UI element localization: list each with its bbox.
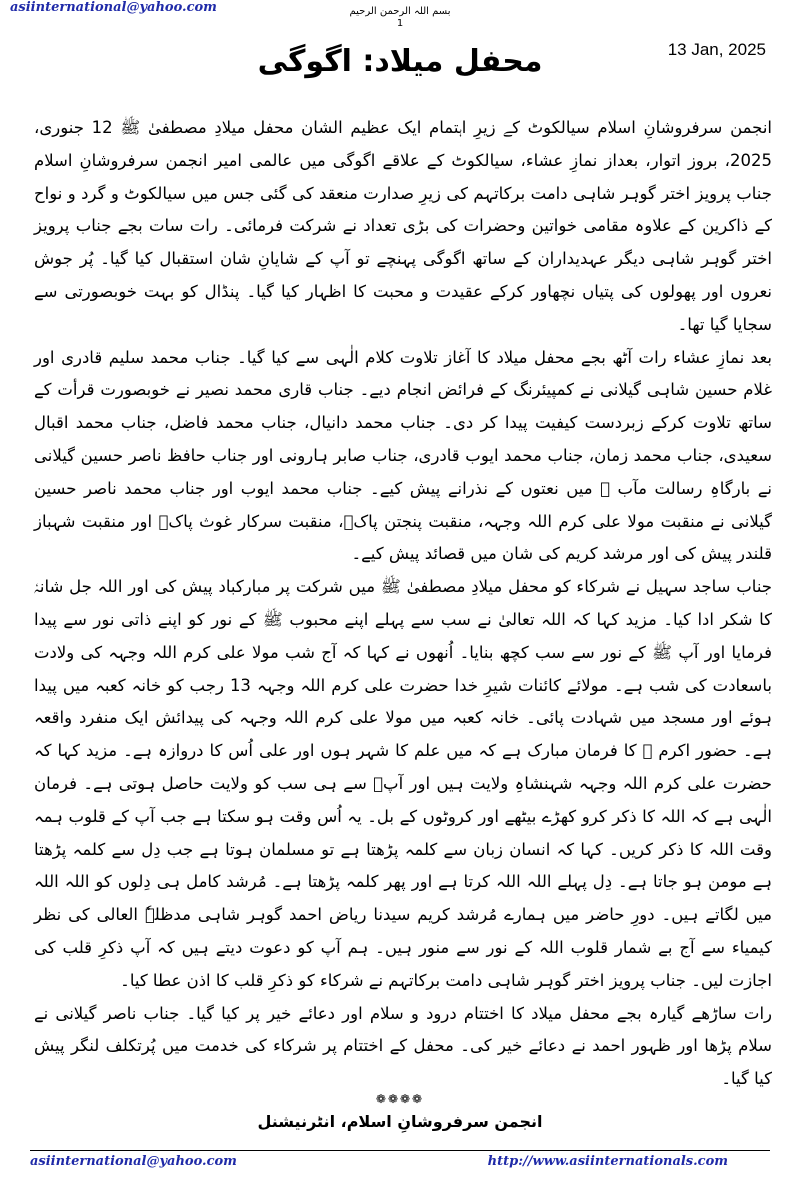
- header-email: asiinternational@yahoo.com: [10, 0, 217, 15]
- article-body: [34, 112, 772, 1096]
- ornament-stars: ❁❁❁❁: [375, 1092, 425, 1106]
- article-title: محفل میلاد: اگوگی: [257, 44, 543, 79]
- footer-email[interactable]: asiinternational@yahoo.com: [30, 1154, 237, 1169]
- organization-signature: انجمن سرفروشانِ اسلام، انٹرنیشنل: [257, 1112, 543, 1131]
- bismillah-text: بسم اللہ الرحمن الرحیم: [349, 6, 451, 17]
- page-number: 1: [396, 18, 404, 29]
- footer-url[interactable]: http://www.asiinternationals.com: [487, 1154, 728, 1169]
- footer-divider: [30, 1150, 770, 1151]
- paragraph-1: انجمن سرفروشانِ اسلام سیالکوٹ کے زیرِ اہتمام ایک عظیم الشان محفل میلادِ مصطفیٰ ﷺ 12 جنوری، 2025، بروز اتوار، بعداز نمازِ عشاء، سیالکوٹ کے علاقے اگوگی میں عالمی امیر انجمن سرفروشانِ اسلام جناب پرویز اختر گوہر شاہی دامت برکاتہم کی زیرِ صدارت منعقد کی گئی جس میں سیالکوٹ و گرد و نواح کے ذاکرین کے علاوہ مقامی خواتین وحضرات کی بڑی تعداد نے شرکت فرمائی۔ رات سات بجے جناب پرویز اختر گوہر شاہی دیگر عہدیداران کے ساتھ اگوگی پہنچے تو آپ کے شایانِ شان استقبال کیا گیا۔ پُر جوش نعروں اور پھولوں کی پتیاں نچھاور کرکے عقیدت و محبت کا اظہار کیا گیا۔ پنڈال کو بہت خوبصورتی سے سجایا گیا تھا۔: [34, 118, 773, 334]
- paragraph-2: بعد نمازِ عشاء رات آٹھ بجے محفل میلاد کا آغاز تلاوت کلام الٰہی سے کیا گیا۔ جناب محمد سلیم قادری اور غلام حسین شاہی گیلانی نے کمپیئرنگ کے فرائض انجام دیے۔ جناب قاری محمد نصیر نے خوبصورت قرأت کے ساتھ تلاوت کرکے زبردست کیفیت پیدا کر دی۔ جناب محمد دانیال، جناب محمد فاضل، جناب محمد اقبال سعیدی، جناب محمد زمان، جناب محمد ایوب قادری، جناب صابر ہارونی اور جناب حافظ ناصر حسین گیلانی نے بارگاہِ رسالت مآب ﷺ میں نعتوں کے نذرانے پیش کیے۔ جناب محمد ایوب اور جناب محمد ناصر حسین گیلانی نے منقبت مولا علی کرم اللہ وجہہ، منقبت پنجتن پاکؑ، منقبت سرکار غوث پاکؒ اور منقبت شہباز قلندر پیش کی اور مرشد کریم کی شان میں قصائد پیش کیے۔: [34, 347, 772, 564]
- article-date: 13 Jan, 2025: [667, 40, 766, 59]
- paragraph-3: جناب ساجد سہیل نے شرکاء کو محفل میلادِ مصطفیٰ ﷺ میں شرکت پر مبارکباد پیش کی اور اللہ جل شانہٗ کا شکر ادا کیا۔ مزید کہا کہ اللہ تعالیٰ نے سب سے پہلے اپنے محبوب ﷺ کے نور کو اپنے ذاتی نور سے پیدا فرمایا اور آپ ﷺ کے نور سے سب کچھ بنایا۔ اُنھوں نے کہا کہ آج شب مولا علی کرم اللہ وجہہ کی ولادت باسعادت کی شب ہے۔ مولائے کائنات شیرِ خدا حضرت علی کرم اللہ وجہہ 13 رجب کو خانہ کعبہ میں پیدا ہوئے اور مسجد میں شہادت پائی۔ خانہ کعبہ میں مولا علی کرم اللہ وجہہ کی پیدائش ایک منفرد واقعہ ہے۔ حضور اکرم ﷺ کا فرمان مبارک ہے کہ میں علم کا شہر ہوں اور علی اُس کا دروازہ ہے۔ مزید کہا کہ حضرت علی کرم اللہ وجہہ شہنشاہِ ولایت ہیں اور آپؑ سے ہی سب کو ولایت حاصل ہوتی ہے۔ فرمان الٰہی ہے کہ اللہ کا ذکر کرو کھڑے بیٹھے اور کروٹوں کے بل۔ یہ اُس وقت ہو سکتا ہے جب آپ کے قلوب ہمہ وقت اللہ کا ذکر کریں۔ کہا کہ انسان زبان سے کلمہ پڑھتا ہے تو مسلمان ہوتا ہے جب دِل سے کلمہ پڑھتا ہے مومن ہو جاتا ہے۔ دِل پہلے اللہ اللہ کرتا ہے اور پھر کلمہ پڑھتا ہے۔ مُرشد کامل ہی دِلوں کو اللہ اللہ میں لگاتے ہیں۔ دورِ حاضر میں ہمارے مُرشد کریم سیدنا ریاض احمد گوہر شاہی مدظلہٗ العالی کی نظر کیمیاء سے آج بے شمار قلوب اللہ کے نور سے منور ہیں۔ ہم آپ کو دعوت دیتے ہیں کہ آپ ذکرِ قلب کی اجازت لیں۔ جناب پرویز اختر گوہر شاہی دامت برکاتہم نے شرکاء کو ذکرِ قلب کا اذن عطا کیا۔: [34, 577, 772, 990]
- paragraph-4: رات ساڑھے گیارہ بجے محفل میلاد کا اختتام درود و سلام اور دعائے خیر پر کیا گیا۔ جناب ناصر گیلانی نے سلام پڑھا اور ظہور احمد نے دعائے خیر کی۔ محفل کے اختتام پر شرکاء کی خدمت میں پُرتکلف لنگر پیش کیا گیا۔: [34, 1003, 772, 1089]
